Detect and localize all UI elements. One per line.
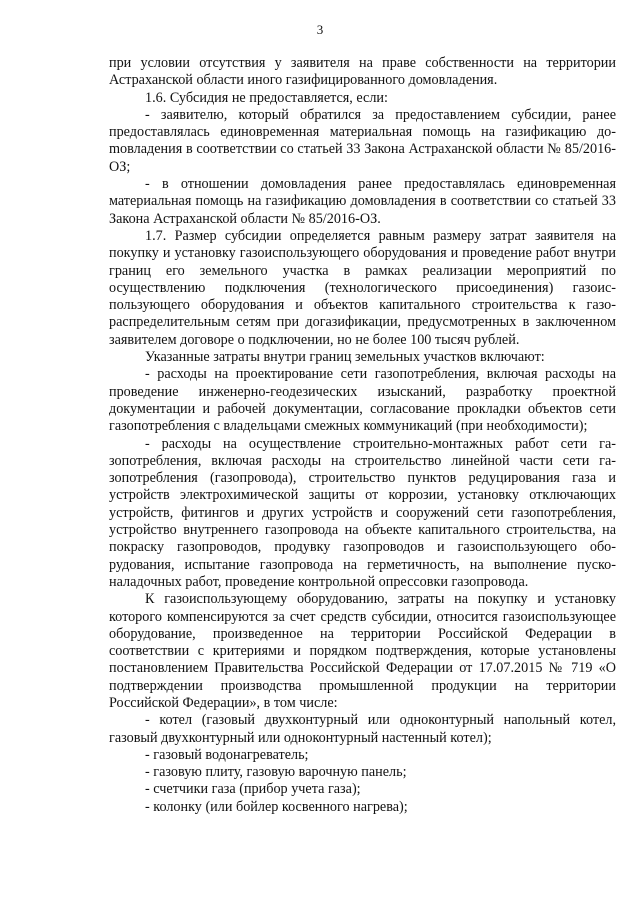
paragraph: - счетчики газа (прибор учета газа); xyxy=(145,781,361,798)
paragraph: - колонку (или бойлер косвенного нагрева); xyxy=(145,798,408,815)
paragraph: 1.7. Размер субсидии определяется равным размеру затрат заявителя на покупку и установку газоиспользующего оборудования и проведение работ внутри границ его земельного участка в рамках реализации мероприятий по осуществлению подключения (технологического присоединения) газоиспользующего оборудования и объектов капитального строительства к газораспределительным сетям при догазификации, предусмотренных в заключенном заявителем договоре о подключении, но не более 100 тысяч рублей. xyxy=(109,227,616,348)
paragraph: - газовую плиту, газовую варочную панель; xyxy=(145,764,407,781)
paragraph: 1.6. Субсидия не предоставляется, если: xyxy=(145,89,388,106)
paragraph: - расходы на проектирование сети газопотребления, включая расходы на проведение инженерно-геодезических изысканий, разработку проектной документации и рабочей документации, согласование прокладки объектов сети газопотребления с владельцами смежных коммуникаций (при необходимости); xyxy=(109,366,616,435)
paragraph: при условии отсутствия у заявителя на праве собственности на территории Астраханской области иного газифицированного домовладения. xyxy=(109,55,616,89)
paragraph: - в отношении домовладения ранее предоставлялась единовременная материальная помощь на газификацию домовладения в соответствии со статьей 33 Закона Астраханской области № 85/2016-ОЗ. xyxy=(109,176,616,227)
document-body xyxy=(109,55,616,816)
paragraph: - газовый водонагреватель; xyxy=(145,746,309,763)
paragraph: К газоиспользующему оборудованию, затраты на покупку и установку которого компенсируются за счет средств субсидии, относится газоиспользующее оборудование, произведенное на территории Российской Федерации в соответствии с критериями и порядком подтверждения, которые установлены постановлением Правительства Российской Федерации от 17.07.2015 № 719 «О подтверждении производства промышленной продукции на территории Российской Федерации», в том числе: xyxy=(109,591,616,711)
paragraph: Указанные затраты внутри границ земельных участков включают: xyxy=(145,349,545,366)
page-number: 3 xyxy=(316,22,324,37)
paragraph: - расходы на осуществление строительно-монтажных работ сети газопотребления, включая расходы на строительство линейной части сети газопотребления (газопровода), строительство пунктов редуцирования газа и устройств электрохимической защиты от коррозии, установку отключающих устройств, фитингов и других устройств и сооружений сети газопотребления, устройство внутреннего газопровода на объекте капитального строительства, на покраску газопроводов, продувку газопроводов и газоиспользующего оборудования, испытание газопровода на герметичность, на выполнение пусконаладочных работ, проведение контрольной опрессовки газопровода. xyxy=(109,435,616,590)
paragraph: - заявителю, который обратился за предоставлением субсидии, ранее предоставлялась единовременная материальная помощь на газификацию доmовладения в соответствии со статьей 33 Закона Астраханской области № 85/2016-ОЗ; xyxy=(109,106,616,175)
paragraph: - котел (газовый двухконтурный или одноконтурный напольный котел, газовый двухконтурный или одноконтурный настенный котел); xyxy=(109,712,616,746)
